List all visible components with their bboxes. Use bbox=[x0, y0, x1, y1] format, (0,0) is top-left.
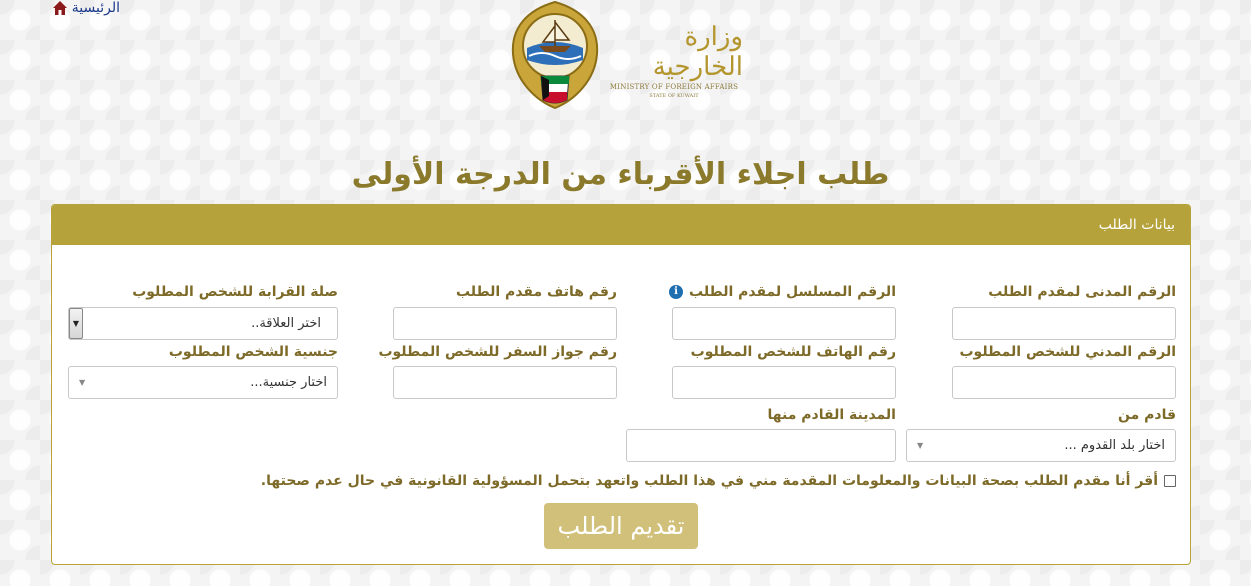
ministry-wordmark bbox=[605, 22, 743, 100]
ministry-name-ar: وزارة الخارجية bbox=[652, 22, 743, 82]
submit-button[interactable]: تقديم الطلب bbox=[544, 503, 698, 549]
applicant-serial-group bbox=[672, 283, 896, 340]
city-label: المدينة القادم منها bbox=[767, 407, 896, 423]
nationality-selected-value: اختار جنسية... bbox=[250, 375, 327, 390]
agreement-checkbox[interactable] bbox=[1164, 475, 1176, 487]
chevron-down-icon: ▼ bbox=[917, 441, 924, 450]
relation-group bbox=[68, 283, 338, 340]
nationality-group bbox=[68, 343, 338, 399]
nationality-select[interactable] bbox=[68, 366, 338, 399]
applicant-civil-id-label: الرقم المدنى لمقدم الطلب bbox=[988, 284, 1176, 300]
applicant-serial-label: الرقم المسلسل لمقدم الطلب bbox=[689, 284, 896, 300]
person-civil-id-input[interactable] bbox=[952, 366, 1176, 399]
applicant-phone-input[interactable] bbox=[393, 307, 617, 340]
ministry-logo bbox=[498, 0, 743, 112]
person-passport-group bbox=[378, 343, 617, 399]
home-icon bbox=[52, 0, 68, 16]
applicant-civil-id-input[interactable] bbox=[952, 307, 1176, 340]
panel-heading: بيانات الطلب bbox=[52, 205, 1190, 245]
chevron-down-icon: ▼ bbox=[79, 378, 86, 387]
applicant-phone-label: رقم هاتف مقدم الطلب bbox=[455, 284, 617, 300]
city-input[interactable] bbox=[626, 429, 896, 462]
person-phone-label: رقم الهاتف للشخص المطلوب bbox=[690, 344, 896, 360]
applicant-phone-group bbox=[393, 283, 617, 340]
person-passport-input[interactable] bbox=[393, 366, 617, 399]
nationality-label: جنسية الشخص المطلوب bbox=[168, 344, 338, 360]
person-phone-input[interactable] bbox=[672, 366, 896, 399]
applicant-civil-id-group bbox=[952, 283, 1176, 340]
coming-from-select[interactable] bbox=[906, 429, 1176, 462]
relation-selected-value: اختر العلاقة.. bbox=[251, 316, 321, 331]
person-phone-group bbox=[672, 343, 896, 399]
relation-label: صلة القرابة للشخص المطلوب bbox=[132, 284, 338, 300]
coming-from-selected-value: اختار بلد القدوم ... bbox=[1064, 438, 1165, 453]
applicant-serial-input[interactable] bbox=[672, 307, 896, 340]
agreement-row bbox=[261, 473, 1176, 489]
person-civil-id-label: الرقم المدني للشخص المطلوب bbox=[959, 344, 1176, 360]
coming-from-group bbox=[906, 406, 1176, 462]
kuwait-emblem-icon bbox=[505, 0, 605, 112]
info-icon[interactable]: i bbox=[669, 285, 683, 299]
person-civil-id-group bbox=[952, 343, 1176, 399]
request-form-panel bbox=[51, 204, 1191, 565]
dropdown-arrow-icon[interactable]: ▼ bbox=[69, 308, 83, 339]
city-group bbox=[626, 406, 896, 462]
coming-from-label: قادم من bbox=[1117, 407, 1176, 423]
ministry-sub-en: STATE OF KUWAIT bbox=[649, 93, 699, 99]
page-title: طلب اجلاء الأقرباء من الدرجة الأولى bbox=[351, 157, 890, 192]
person-passport-label: رقم جواز السفر للشخص المطلوب bbox=[378, 344, 617, 360]
relation-select[interactable] bbox=[68, 307, 338, 340]
home-link[interactable] bbox=[52, 0, 120, 16]
agreement-text: أقر أنا مقدم الطلب بصحة البيانات والمعلومات المقدمة مني في هذا الطلب واتعهد بتحمل المسؤولية القانونية في حال عدم صحتها. bbox=[260, 473, 1158, 489]
applicant-serial-label-row bbox=[672, 283, 896, 301]
home-link-label: الرئيسية bbox=[71, 0, 120, 16]
ministry-name-en: MINISTRY OF FOREIGN AFFAIRS bbox=[609, 83, 739, 91]
